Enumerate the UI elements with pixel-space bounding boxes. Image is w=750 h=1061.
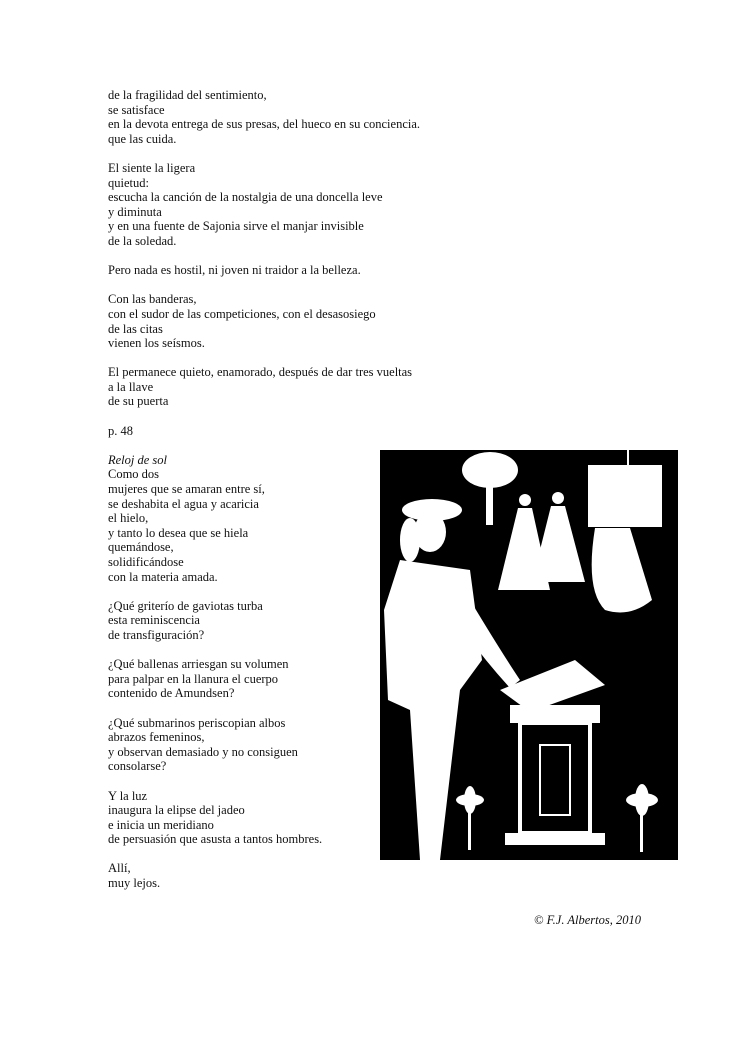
poem-line: El siente la ligera (108, 160, 196, 175)
poem-line: de persuasión que asusta a tantos hombres. (108, 832, 323, 847)
woodcut-illustration-icon (380, 450, 678, 860)
poem-stanza (108, 263, 438, 278)
poem-line: y tanto lo desea que se hiela (108, 525, 249, 540)
poem-line: contenido de Amundsen? (108, 686, 235, 701)
poem-stanza (108, 88, 438, 146)
poem-line: a la llave (108, 379, 154, 394)
poem-line: El permanece quieto, enamorado, después de dar tres vueltas (108, 365, 413, 380)
poem-line: y diminuta (108, 204, 162, 219)
poem-stanza (108, 365, 438, 409)
poem-line: vienen los seísmos. (108, 336, 205, 351)
poem-line: esta reminiscencia (108, 613, 200, 628)
poem-line: de la fragilidad del sentimiento, (108, 88, 267, 102)
poem-line: de su puerta (108, 394, 169, 409)
poem-line: se deshabita el agua y acaricia (108, 496, 259, 511)
poem-line: ¿Qué submarinos periscopian albos (108, 715, 286, 730)
poem-line: solidificándose (108, 555, 184, 569)
poem-line: escucha la canción de la nostalgia de una doncella leve (108, 190, 383, 205)
poem-line: mujeres que se amaran entre sí, (108, 482, 265, 497)
poem-line: Allí, (108, 861, 131, 876)
poem-line: abrazos femeninos, (108, 730, 205, 745)
poem-line: con el sudor de las competiciones, con el desasosiego (108, 306, 376, 321)
poem-line: muy lejos. (108, 876, 161, 891)
poem-stanza (108, 161, 438, 249)
copyright-notice: © F.J. Albertos, 2010 (534, 913, 641, 927)
poem-stanza (108, 292, 438, 350)
poem-title: Reloj de sol (108, 452, 168, 467)
poem-line: p. 48 (108, 423, 133, 438)
poem-line: Pero nada es hostil, ni joven ni traidor a la belleza. (108, 263, 361, 278)
poem-line: con la materia amada. (108, 569, 218, 584)
poem-part-one (108, 88, 438, 438)
poem-line: e inicia un meridiano (108, 817, 214, 832)
poem-line: y observan demasiado y no consiguen (108, 744, 298, 759)
poem-line: se satisface (108, 102, 165, 117)
poem-line: quemándose, (108, 540, 174, 555)
poem-stanza (108, 424, 438, 439)
poem-line: Con las banderas, (108, 292, 197, 307)
sundial-illustration (380, 450, 678, 860)
poem-line: inaugura la elipse del jadeo (108, 803, 245, 818)
poem-line: de transfiguración? (108, 627, 205, 642)
poem-line: ¿Qué griterío de gaviotas turba (108, 598, 263, 613)
poem-line: y en una fuente de Sajonia sirve el manjar invisible (108, 219, 364, 234)
poem-line: ¿Qué ballenas arriesgan su volumen (108, 657, 289, 672)
poem-line: consolarse? (108, 759, 167, 774)
poem-line: para palpar en la llanura el cuerpo (108, 671, 279, 686)
poem-line: en la devota entrega de sus presas, del hueco en su conciencia. (108, 117, 421, 132)
poem-line: que las cuida. (108, 131, 177, 146)
poem-line: Como dos (108, 467, 160, 482)
poem-line: el hielo, (108, 511, 149, 526)
poem-line: de las citas (108, 321, 163, 336)
poem-stanza (108, 861, 438, 890)
poem-line: quietud: (108, 175, 149, 190)
poem-line: Y la luz (108, 788, 148, 803)
poem-line: de la soledad. (108, 233, 177, 248)
